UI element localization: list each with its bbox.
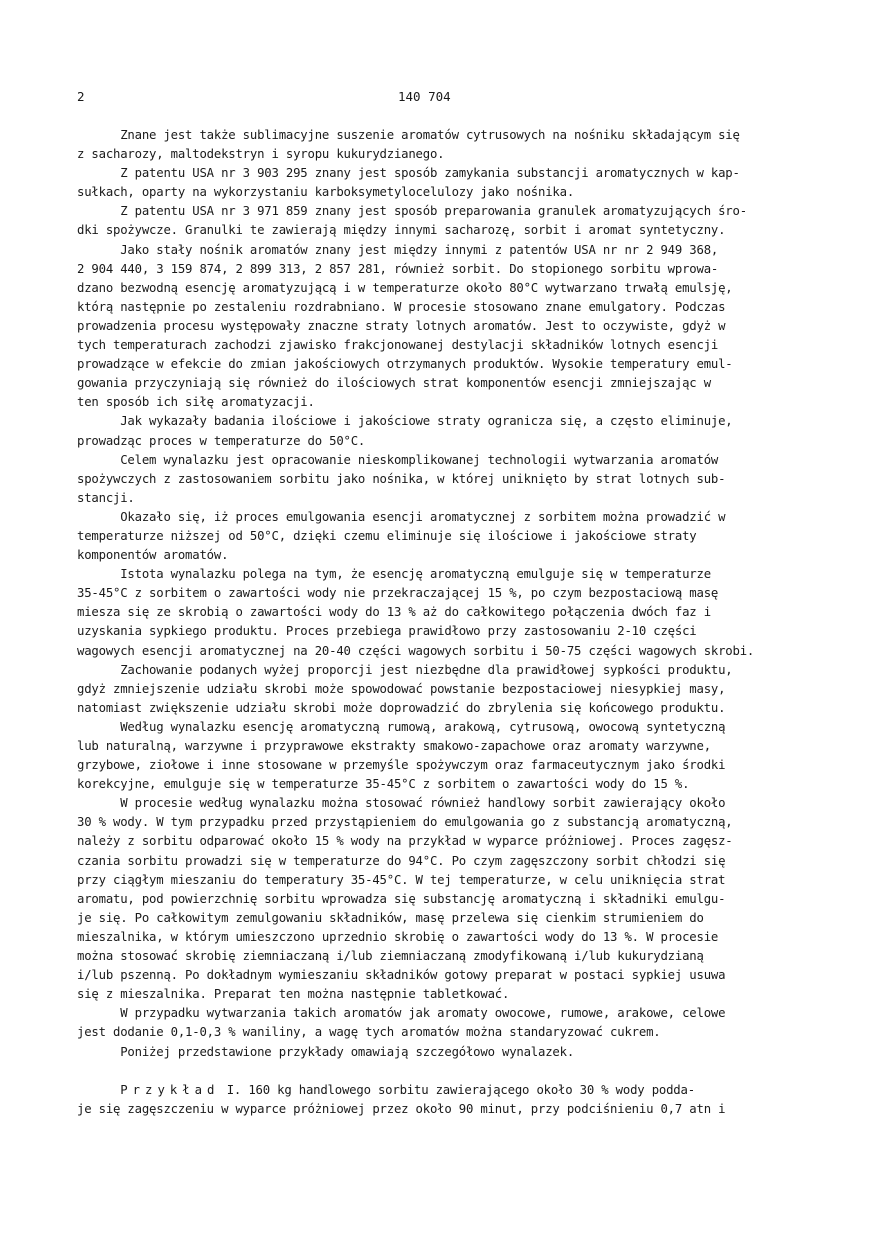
text-line: czania sorbitu prowadzi się w temperaturze do 94°C. Po czym zagęszczony sorbit chłodzi się — [77, 853, 726, 868]
text-line: Okazało się, iż proces emulgowania esencji aromatycznej z sorbitem można prowadzić w — [77, 509, 726, 524]
text-line: Celem wynalazku jest opracowanie nieskomplikowanej technologii wytwarzania aromatów — [77, 452, 719, 467]
text-line: gowania przyczyniają się również do ilościowych strat komponentów esencji zmniejszając w — [77, 376, 711, 391]
text-line: dki spożywcze. Granulki te zawierają między innymi sacharozę, sorbit i aromat syntetyczny. — [77, 223, 726, 238]
text-line: Zachowanie podanych wyżej proporcji jest niezbędne dla prawidłowej sypkości produktu, — [77, 662, 733, 677]
example-line-2: je się zagęszczeniu w wyparce próżniowej przez około 90 minut, przy podciśnieniu 0,7 atn i — [77, 1101, 726, 1116]
text-line — [77, 1062, 789, 1081]
text-line: miesza się ze skrobią o zawartości wody do 13 % aż do całkowitego połączenia dwóch faz i — [77, 605, 711, 620]
text-line: grzybowe, ziołowe i inne stosowane w przemyśle spożywczym oraz farmaceutycznym jako środki — [77, 758, 726, 773]
text-line: z sacharozy, maltodekstryn i syropu kukurydzianego. — [77, 147, 445, 162]
text-line: sułkach, oparty na wykorzystaniu karboksymetylocelulozy jako nośnika. — [77, 185, 575, 200]
text-line: Z patentu USA nr 3 971 859 znany jest sposób preparowania granulek aromatyzujących śro- — [77, 204, 747, 219]
text-line: prowadzące w efekcie do zmian jakościowych otrzymanych produktów. Wysokie temperatury emul- — [77, 357, 733, 372]
text-line: można stosować skrobię ziemniaczaną i/lub ziemniaczaną zmodyfikowaną i/lub kukurydzianą — [77, 949, 704, 964]
text-line: przy ciągłym mieszaniu do temperatury 35-45°C. W tej temperaturze, w celu uniknięcia strat — [77, 872, 726, 887]
text-line: Jako stały nośnik aromatów znany jest między innymi z patentów USA nr nr 2 949 368, — [77, 242, 719, 257]
example-text: 160 kg handlowego sorbitu zawierającego około 30 % wody podda- — [241, 1082, 695, 1097]
text-line: 2 904 440, 3 159 874, 2 899 313, 2 857 281, również sorbit. Do stopionego sorbitu wprowa- — [77, 261, 719, 276]
text-line: 35-45°C z sorbitem o zawartości wody nie przekraczającej 15 %, po czym bezpostaciową masę — [77, 586, 719, 601]
patent-number: 140 704 — [398, 89, 451, 104]
text-line: Istota wynalazku polega na tym, że esencję aromatyczną emulguje się w temperaturze — [77, 567, 711, 582]
text-line: ten sposób ich siłę aromatyzacji. — [77, 395, 315, 410]
text-line: W przypadku wytwarzania takich aromatów jak aromaty owocowe, rumowe, arakowe, celowe — [77, 1006, 726, 1021]
text-line: i/lub pszenną. Po dokładnym wymieszaniu składników gotowy preparat w postaci sypkiej usuwa — [77, 968, 726, 983]
text-line: mieszalnika, w którym umieszczono uprzednio skrobię o zawartości wody do 13 %. W procesie — [77, 929, 719, 944]
text-line: wagowych esencji aromatycznej na 20-40 części wagowych sorbitu i 50-75 części wagowych skrobi. — [77, 643, 755, 658]
text-line: spożywczych z zastosowaniem sorbitu jako nośnika, w której uniknięto by strat lotnych sub- — [77, 471, 726, 486]
text-line: należy z sorbitu odparować około 15 % wody na przykład w wyparce próżniowej. Proces zagęsz- — [77, 834, 733, 849]
text-line: W procesie według wynalazku można stosować również handlowy sorbit zawierający około — [77, 796, 726, 811]
text-line: którą następnie po zestaleniu rozdrabniano. W procesie stosowano znane emulgatory. Podczas — [77, 299, 726, 314]
example-label: Przykład — [120, 1082, 220, 1097]
example-number: I. — [226, 1082, 242, 1097]
page-number: 2 — [77, 89, 85, 104]
text-line: dzano bezwodną esencję aromatyzującą i w temperaturze około 80°C wytwarzano trwałą emulsję, — [77, 280, 733, 295]
text-line: natomiast zwiększenie udziału skrobi może doprowadzić do zbrylenia się końcowego produktu. — [77, 700, 726, 715]
text-line: lub naturalną, warzywne i przyprawowe ekstrakty smakowo-zapachowe oraz aromaty warzywne, — [77, 739, 711, 753]
text-line: stancji. — [77, 490, 135, 505]
text-line: Poniżej przedstawione przykłady omawiają szczegółowo wynalazek. — [77, 1044, 575, 1059]
text-line: prowadząc proces w temperaturze do 50°C. — [77, 433, 366, 448]
example-line-1 — [77, 1081, 789, 1100]
text-line: korekcyjne, emulguje się w temperaturze 35-45°C z sorbitem o zawartości wody do 15 %. — [77, 777, 690, 792]
text-line: Z patentu USA nr 3 903 295 znany jest sposób zamykania substancji aromatycznych w kap- — [77, 166, 740, 181]
text-line: Według wynalazku esencję aromatyczną rumową, arakową, cytrusową, owocową syntetyczną — [77, 719, 726, 734]
text-line: komponentów aromatów. — [77, 548, 229, 563]
text-line: się z mieszalnika. Preparat ten można następnie tabletkować. — [77, 987, 510, 1002]
text-line: tych temperaturach zachodzi zjawisko frakcjonowanej destylacji składników lotnych esencji — [77, 338, 719, 353]
text-line: Jak wykazały badania ilościowe i jakościowe straty ogranicza się, a często eliminuje, — [77, 414, 733, 429]
text-line: aromatu, pod powierzchnię sorbitu wprowadza się substancję aromatyczną i składniki emulgu- — [77, 891, 726, 906]
text-line: Znane jest także sublimacyjne suszenie aromatów cytrusowych na nośniku składającym się — [77, 128, 740, 142]
document-body — [77, 126, 789, 1119]
text-line: gdyż zmniejszenie udziału skrobi może spowodować powstanie bezpostaciowej niesypkiej masy, — [77, 681, 726, 696]
text-line: prowadzenia procesu występowały znaczne straty lotnych aromatów. Jest to oczywiste, gdyż w — [77, 318, 726, 333]
text-line: je się. Po całkowitym zemulgowaniu składników, masę przelewa się cienkim strumieniem do — [77, 910, 704, 925]
text-line: uzyskania sypkiego produktu. Proces przebiega prawidłowo przy zastosowaniu 2-10 części — [77, 624, 697, 639]
text-line: jest dodanie 0,1-0,3 % waniliny, a wagę tych aromatów można standaryzować cukrem. — [77, 1025, 661, 1040]
text-line: temperaturze niższej od 50°C, dzięki czemu eliminuje się ilościowe i jakościowe straty — [77, 528, 697, 543]
text-line: 30 % wody. W tym przypadku przed przystąpieniem do emulgowania go z substancją aromatyczną, — [77, 815, 733, 830]
